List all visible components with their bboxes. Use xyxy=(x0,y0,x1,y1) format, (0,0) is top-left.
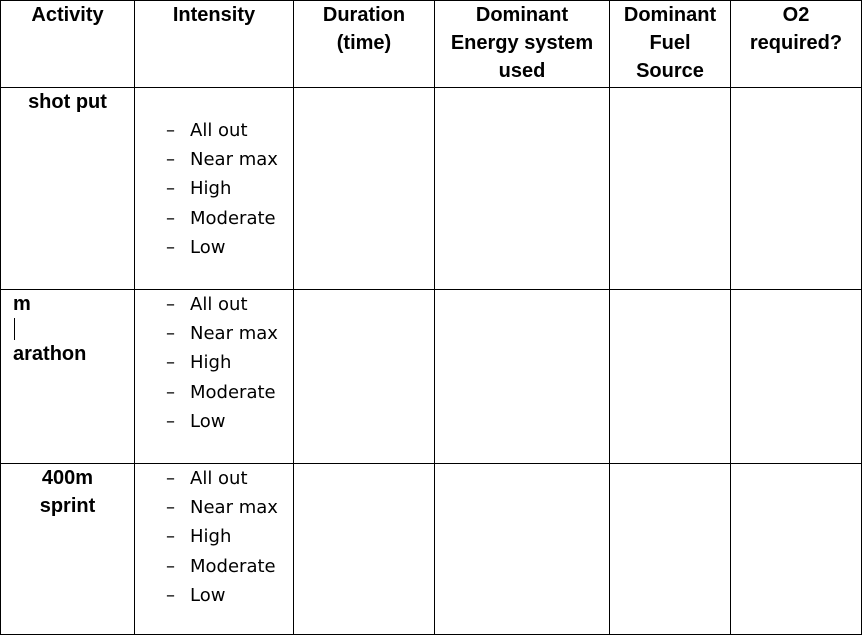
list-item: – High xyxy=(166,178,232,200)
activity-cell[interactable]: 400m sprint xyxy=(1,464,135,635)
activity-cell[interactable]: m arathon xyxy=(1,290,135,464)
intensity-options xyxy=(135,88,293,262)
list-item: – Low xyxy=(166,410,226,432)
intensity-cell[interactable] xyxy=(135,88,294,290)
table-row xyxy=(1,290,862,464)
list-item: – Near max xyxy=(166,149,278,171)
table-row xyxy=(1,88,862,290)
list-item: – All out xyxy=(166,120,248,141)
duration-cell[interactable] xyxy=(294,464,435,635)
header-fuel-source: Dominant Fuel Source xyxy=(610,1,731,88)
header-activity: Activity xyxy=(1,1,135,88)
list-item: – Near max xyxy=(166,323,278,345)
list-item: – High xyxy=(166,526,232,548)
header-intensity: Intensity xyxy=(135,1,294,88)
intensity-options xyxy=(135,464,293,610)
list-item: – Low xyxy=(166,236,226,258)
list-item: – Moderate xyxy=(166,555,276,577)
duration-cell[interactable] xyxy=(294,290,435,464)
list-item: – All out xyxy=(166,468,248,489)
list-item: – High xyxy=(166,352,232,374)
fuel-source-cell[interactable] xyxy=(610,464,731,635)
o2-required-cell[interactable] xyxy=(731,290,862,464)
intensity-cell[interactable] xyxy=(135,464,294,635)
energy-system-cell[interactable] xyxy=(435,464,610,635)
fuel-source-cell[interactable] xyxy=(610,290,731,464)
header-o2-required: O2 required? xyxy=(731,1,862,88)
list-item: – Moderate xyxy=(166,381,276,403)
list-item: – Near max xyxy=(166,497,278,519)
intensity-cell[interactable] xyxy=(135,290,294,464)
list-item: – Low xyxy=(166,584,226,606)
header-row xyxy=(1,1,862,88)
o2-required-cell[interactable] xyxy=(731,88,862,290)
energy-system-cell[interactable] xyxy=(435,290,610,464)
duration-cell[interactable] xyxy=(294,88,435,290)
o2-required-cell[interactable] xyxy=(731,464,862,635)
header-energy-system: Dominant Energy system used xyxy=(435,1,610,88)
text-cursor xyxy=(14,318,15,340)
fuel-source-cell[interactable] xyxy=(610,88,731,290)
energy-system-cell[interactable] xyxy=(435,88,610,290)
table-row xyxy=(1,464,862,635)
list-item: – Moderate xyxy=(166,207,276,229)
intensity-options xyxy=(135,290,293,436)
header-duration: Duration (time) xyxy=(294,1,435,88)
list-item: – All out xyxy=(166,294,248,315)
activity-cell[interactable]: shot put xyxy=(1,88,135,290)
